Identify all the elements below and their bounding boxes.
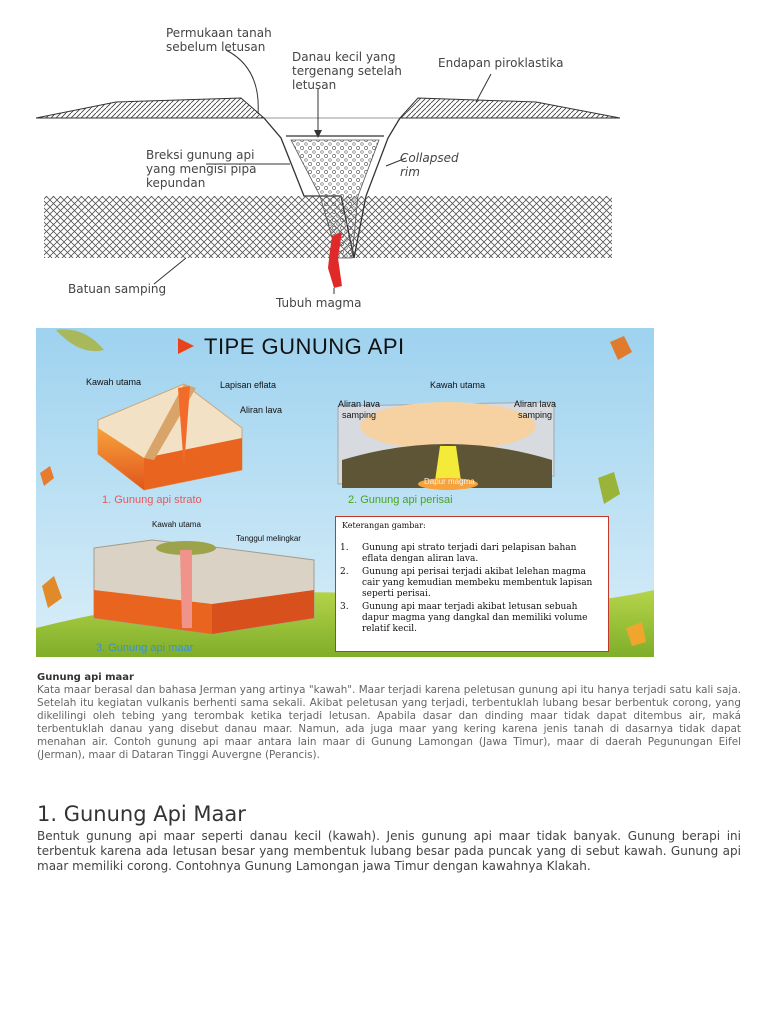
perisai-caption: 2. Gunung api perisai xyxy=(348,494,453,506)
maar-cross-section-diagram xyxy=(36,18,620,314)
perisai-label-dapur: Dapur magma xyxy=(424,477,475,486)
label-surface-before: Permukaan tanah sebelum letusan xyxy=(166,26,272,54)
label-pyroclastic: Endapan piroklastika xyxy=(438,56,564,70)
legend-list xyxy=(340,543,604,637)
strato-label-kawah: Kawah utama xyxy=(86,377,142,387)
legend-box xyxy=(335,516,609,652)
legend-item: 3. Gunung api maar terjadi akibat letusan sebuah dapur magma yang dangkal dan memiliki volume relatif kecil. xyxy=(340,602,588,634)
label-side-rock: Batuan samping xyxy=(68,282,167,296)
perisai-label-aliran-kanan: Aliran lava samping xyxy=(514,399,557,420)
legend-item: 2. Gunung api perisai terjadi akibat lelehan magma cair yang kemudian membeku membentuk lapisan seperti perisai. xyxy=(340,567,593,599)
section-heading-gunung-api-maar: Gunung api maar xyxy=(37,672,134,683)
strato-caption: 1. Gunung api strato xyxy=(102,494,202,506)
legend-item: 1. Gunung api strato terjadi dari pelapisan bahan eflata dengan aliran lava. xyxy=(340,543,577,564)
infographic-title: TIPE GUNUNG API xyxy=(204,334,405,359)
label-collapsed-rim: Collapsed rim xyxy=(400,151,459,179)
pyroclastic-right xyxy=(400,98,620,118)
label-small-lake: Danau kecil yang tergenang setelah letusan xyxy=(292,50,402,92)
maar-caption: 3. Gunung api maar xyxy=(96,642,194,654)
maar-label-kawah: Kawah utama xyxy=(152,520,201,529)
pyroclastic-left xyxy=(36,98,264,118)
label-breccia: Breksi gunung api yang mengisi pipa kepundan xyxy=(146,148,257,190)
strato-label-lapisan: Lapisan eflata xyxy=(220,380,277,390)
maar-label-tanggul: Tanggul melingkar xyxy=(236,534,301,543)
section-paragraph-maar-description: Bentuk gunung api maar seperti danau kecil (kawah). Jenis gunung api maar tidak banyak. Gunung berapi ini terbentuk karena ada letusan besar yang membentuk lubang besar pada puncak yang di sebut kawah. Gunung api maar memiliki corong. Contohnya Gunung Lamongan jawa Timur dengan kawahnya Klakah. xyxy=(37,829,741,873)
perisai-label-kawah: Kawah utama xyxy=(430,380,486,390)
legend-title: Keterangan gambar: xyxy=(342,521,426,530)
volcano-types-infographic xyxy=(36,328,654,657)
section-heading-1-gunung-api-maar: 1. Gunung Api Maar xyxy=(37,802,246,826)
label-magma-body: Tubuh magma xyxy=(276,296,362,310)
strato-label-aliran: Aliran lava xyxy=(240,405,283,415)
section-paragraph-maar-definition: Kata maar berasal dan bahasa Jerman yang artinya "kawah". Maar terjadi karena peletusan gunung api itu hanya terjadi satu kali saja. Setelah itu kegiatan vulkanis berhenti sama sekali. Akibat peletusan yang terjadi, terbentuklah lubang besar berbentuk corong, yang dikelilingi oleh tebing yang terombak ketika terjadi letusan. Apabila dasar dan dinding maar tidak dapat ditembus air, maká terbentuklah danau yang disebut danau maar. Namun, ada juga maar yang kering karena jenis tanah di dasarnya tidak dapat menahan air. Contoh gunung api maar antara lain maar di Gunung Lamongan (Jawa Timur), maar di daerah Pegunungan Eifel (Jerman), maar di Dataran Tinggi Auvergne (Perancis). xyxy=(37,684,741,762)
perisai-label-aliran-kiri: Aliran lava samping xyxy=(338,399,381,420)
